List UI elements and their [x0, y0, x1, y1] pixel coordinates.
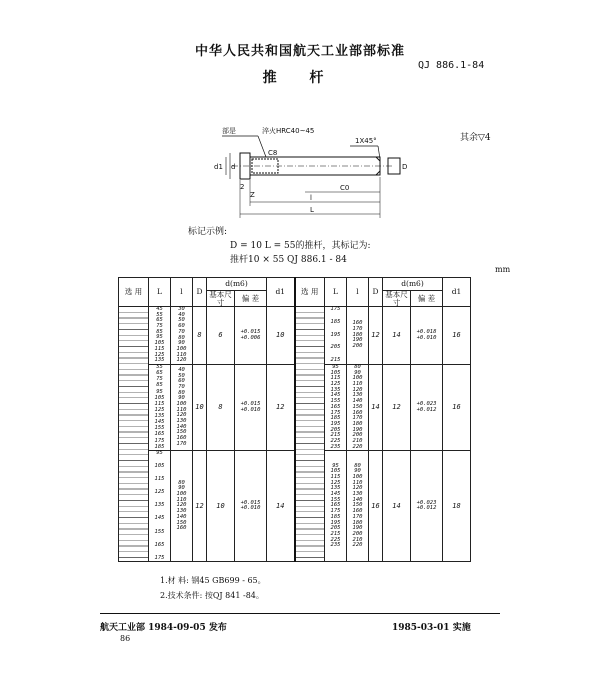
standard-title: 中华人民共和国航天工业部部标准	[194, 44, 405, 59]
marking-line-2: 推杆10 × 55 QJ 886.1 - 84	[230, 255, 347, 265]
table-value: 160	[352, 508, 363, 515]
left-g2-D: 10	[193, 365, 207, 451]
table-value: 170	[352, 415, 363, 422]
table-value: 140	[352, 496, 363, 503]
right-g1-L	[325, 307, 347, 365]
header-select: 选 用	[295, 278, 325, 307]
table-value: 185	[330, 318, 341, 325]
table-value: 175	[330, 409, 341, 416]
label-d: d	[231, 163, 236, 171]
table-value: 160	[352, 320, 363, 327]
marking-line-1: D = 10 L = 55的推杆，其标记为:	[230, 241, 371, 251]
table-value: 125	[154, 351, 165, 358]
left-g3-d1: 14	[267, 451, 295, 562]
header-d-deviation: 偏 差	[411, 291, 443, 307]
label-z: Z	[250, 191, 255, 199]
table-value: 155	[330, 398, 341, 405]
table-value: 95	[156, 388, 163, 395]
table-value: 200	[352, 343, 363, 350]
table-value: 45	[156, 306, 163, 312]
table-value: 105	[154, 463, 165, 470]
table-value: 150	[352, 403, 363, 410]
table-value: 235	[330, 542, 341, 549]
label-D: D	[402, 163, 408, 171]
table-value: 175	[330, 508, 341, 515]
select-column-left	[119, 307, 149, 562]
table-value: 110	[352, 381, 363, 388]
table-value: 95	[332, 462, 339, 469]
table-value: 210	[352, 437, 363, 444]
left-g3-d: 10	[207, 451, 235, 562]
table-value: 95	[156, 334, 163, 341]
left-g2-d: 8	[207, 365, 235, 451]
right-g3-dev: +0.023 +0.012	[411, 451, 443, 562]
select-column-right	[295, 307, 325, 562]
table-value: 75	[156, 376, 163, 383]
table-value: 40	[178, 366, 185, 373]
page-number: 86	[120, 634, 131, 643]
table-value: 210	[352, 536, 363, 543]
table-value: 185	[330, 415, 341, 422]
left-g1-l	[171, 307, 193, 365]
table-value: 215	[330, 357, 341, 364]
right-g2-d: 12	[383, 365, 411, 451]
table-value: 185	[330, 513, 341, 520]
table-value: 165	[330, 502, 341, 509]
header-l: l	[347, 278, 369, 307]
left-g1-D: 8	[193, 307, 207, 365]
table-value: 195	[330, 420, 341, 427]
table-value: 130	[352, 392, 363, 399]
header-L: L	[325, 278, 347, 307]
table-value: 90	[354, 468, 361, 475]
table-value: 80	[354, 462, 361, 469]
table-value: 140	[352, 398, 363, 405]
table-value: 160	[352, 409, 363, 416]
label-c8: C8	[268, 149, 278, 157]
header-d-basic: 基本尺寸	[207, 291, 235, 307]
table-value: 190	[352, 426, 363, 433]
table-value: 120	[176, 502, 187, 509]
right-g2-D: 14	[369, 365, 383, 451]
table-value: 140	[176, 513, 187, 520]
table-value: 125	[154, 406, 165, 413]
table-value: 125	[330, 381, 341, 388]
header-d-group: d(m6)	[383, 278, 443, 291]
table-value: 180	[352, 420, 363, 427]
table-value: 155	[330, 496, 341, 503]
right-g2-dev: +0.023 +0.012	[411, 365, 443, 451]
table-value: 90	[178, 340, 185, 347]
issue-date: 航天工业部 1984-09-05 发布	[100, 623, 227, 633]
table-value: 40	[178, 311, 185, 318]
left-g1-d1: 10	[267, 307, 295, 365]
table-value: 115	[330, 474, 341, 481]
header-D: D	[193, 278, 207, 307]
table-value: 115	[154, 476, 165, 483]
table-value: 120	[176, 412, 187, 419]
table-value: 135	[330, 386, 341, 393]
table-value: 170	[352, 513, 363, 520]
table-value: 215	[330, 530, 341, 537]
table-value: 50	[178, 317, 185, 324]
table-value: 70	[178, 328, 185, 335]
table-value: 75	[156, 323, 163, 330]
left-g2-L	[149, 365, 171, 451]
left-g2-dev: +0.015 +0.010	[235, 365, 267, 451]
left-g1-dev: +0.015 +0.006	[235, 307, 267, 365]
table-value: 200	[352, 530, 363, 537]
right-g1-D: 12	[369, 307, 383, 365]
table-value: 145	[154, 419, 165, 426]
table-value: 90	[178, 395, 185, 402]
right-g1-d: 14	[383, 307, 411, 365]
table-value: 175	[154, 437, 165, 444]
right-g2-l	[347, 365, 369, 451]
table-value: 115	[330, 375, 341, 382]
label-L: L	[310, 206, 314, 214]
units-label: mm	[495, 265, 511, 274]
label-l: l	[310, 194, 312, 202]
table-value: 95	[156, 450, 163, 457]
table-value: 205	[330, 426, 341, 433]
left-g2-d1: 12	[267, 365, 295, 451]
table-value: 55	[156, 364, 163, 370]
left-g3-L	[149, 451, 171, 562]
table-value: 100	[176, 400, 187, 407]
note-technical: 2.技术条件: 按QJ 841 -84。	[160, 591, 264, 600]
table-value: 65	[156, 317, 163, 324]
table-value: 145	[330, 392, 341, 399]
table-value: 165	[330, 403, 341, 410]
right-g3-d1: 18	[443, 451, 471, 562]
table-value: 100	[176, 345, 187, 352]
header-D: D	[369, 278, 383, 307]
table-value: 90	[354, 369, 361, 376]
table-value: 220	[352, 542, 363, 549]
implement-date: 1985-03-01 实施	[392, 623, 471, 633]
table-value: 105	[154, 394, 165, 401]
table-value: 100	[352, 474, 363, 481]
table-value: 80	[178, 389, 185, 396]
left-g1-L	[149, 307, 171, 365]
table-value: 180	[352, 331, 363, 338]
table-value: 190	[352, 337, 363, 344]
table-value: 120	[176, 357, 187, 364]
left-g3-dev: +0.015 +0.010	[235, 451, 267, 562]
table-value: 150	[176, 429, 187, 436]
header-select: 选 用	[119, 278, 149, 307]
right-g3-d: 14	[383, 451, 411, 562]
table-value: 140	[176, 423, 187, 430]
table-value: 150	[352, 502, 363, 509]
table-value: 105	[330, 369, 341, 376]
push-rod-drawing	[210, 122, 410, 222]
table-value: 205	[330, 525, 341, 532]
header-d1: d1	[267, 278, 295, 307]
table-value: 165	[154, 431, 165, 438]
right-g3-l	[347, 451, 369, 562]
table-value: 100	[352, 375, 363, 382]
table-value: 135	[330, 485, 341, 492]
table-value: 185	[154, 443, 165, 450]
table-value: 200	[352, 432, 363, 439]
table-value: 160	[176, 435, 187, 442]
table-value: 135	[154, 357, 165, 364]
table-value: 170	[352, 325, 363, 332]
table-value: 110	[176, 406, 187, 413]
right-g1-l	[347, 307, 369, 365]
table-value: 195	[330, 331, 341, 338]
label-hardness: 淬火HRC40~45	[262, 127, 315, 135]
table-value: 85	[156, 328, 163, 335]
standard-number: QJ 886.1-84	[418, 60, 485, 71]
table-value: 115	[154, 400, 165, 407]
right-g2-L	[325, 365, 347, 451]
table-value: 120	[352, 386, 363, 393]
left-g2-l	[171, 365, 193, 451]
table-value: 235	[330, 443, 341, 450]
table-value: 175	[330, 306, 341, 312]
table-value: 120	[352, 485, 363, 492]
table-value: 65	[156, 370, 163, 377]
table-value: 125	[154, 489, 165, 496]
table-value: 195	[330, 519, 341, 526]
table-value: 95	[332, 364, 339, 370]
footer-rule	[100, 613, 500, 614]
table-value: 205	[330, 344, 341, 351]
table-value: 170	[176, 440, 187, 447]
table-value: 115	[154, 345, 165, 352]
table-value: 215	[330, 432, 341, 439]
table-value: 85	[156, 382, 163, 389]
table-value: 130	[352, 491, 363, 498]
header-L: L	[149, 278, 171, 307]
table-value: 190	[352, 525, 363, 532]
left-g1-d: 6	[207, 307, 235, 365]
right-g2-d1: 16	[443, 365, 471, 451]
table-value: 225	[330, 536, 341, 543]
table-value: 145	[330, 491, 341, 498]
label-c0: C0	[340, 184, 350, 192]
table-value: 130	[176, 418, 187, 425]
table-value: 160	[176, 525, 187, 532]
table-value: 110	[176, 496, 187, 503]
right-g1-d1: 16	[443, 307, 471, 365]
table-value: 60	[178, 378, 185, 385]
table-value: 50	[178, 372, 185, 379]
table-value: 175	[154, 554, 165, 561]
table-value: 225	[330, 437, 341, 444]
label-d1: d1	[214, 163, 223, 171]
table-value: 80	[178, 334, 185, 341]
table-value: 180	[352, 519, 363, 526]
table-value: 80	[354, 364, 361, 370]
roughness-note: 其余▽4	[460, 133, 491, 143]
header-d-deviation: 偏 差	[235, 291, 267, 307]
table-value: 60	[178, 323, 185, 330]
header-d-group: d(m6)	[207, 278, 267, 291]
right-g3-D: 16	[369, 451, 383, 562]
table-value: 135	[154, 502, 165, 509]
table-value: 155	[154, 528, 165, 535]
left-g3-D: 12	[193, 451, 207, 562]
table-value: 125	[330, 479, 341, 486]
label-2: 2	[240, 183, 245, 191]
label-chamfer: 1X45°	[355, 137, 377, 145]
table-value: 100	[176, 491, 187, 498]
table-value: 220	[352, 443, 363, 450]
marking-label: 标记示例:	[188, 227, 228, 237]
header-d1: d1	[443, 278, 471, 307]
table-value: 110	[176, 351, 187, 358]
table-value: 165	[154, 541, 165, 548]
document-title: 推 杆	[262, 70, 338, 86]
right-g3-L	[325, 451, 347, 562]
left-g3-l	[171, 451, 193, 562]
header-d-basic: 基本尺寸	[383, 291, 411, 307]
table-value: 80	[178, 479, 185, 486]
table-value: 105	[330, 468, 341, 475]
table-value: 70	[178, 383, 185, 390]
note-material: 1.材 料: 钢45 GB699 - 65。	[160, 576, 266, 585]
table-value: 150	[176, 519, 187, 526]
table-value: 30	[178, 306, 185, 313]
table-value: 130	[176, 508, 187, 515]
table-value: 55	[156, 311, 163, 318]
dimension-table	[118, 277, 471, 562]
table-value: 155	[154, 425, 165, 432]
label-part: 部是	[222, 127, 236, 135]
header-l: l	[171, 278, 193, 307]
table-value: 145	[154, 515, 165, 522]
table-value: 135	[154, 413, 165, 419]
table-value: 90	[178, 485, 185, 492]
table-value: 105	[154, 340, 165, 347]
right-g1-dev: +0.018 +0.010	[411, 307, 443, 365]
table-value: 110	[352, 479, 363, 486]
